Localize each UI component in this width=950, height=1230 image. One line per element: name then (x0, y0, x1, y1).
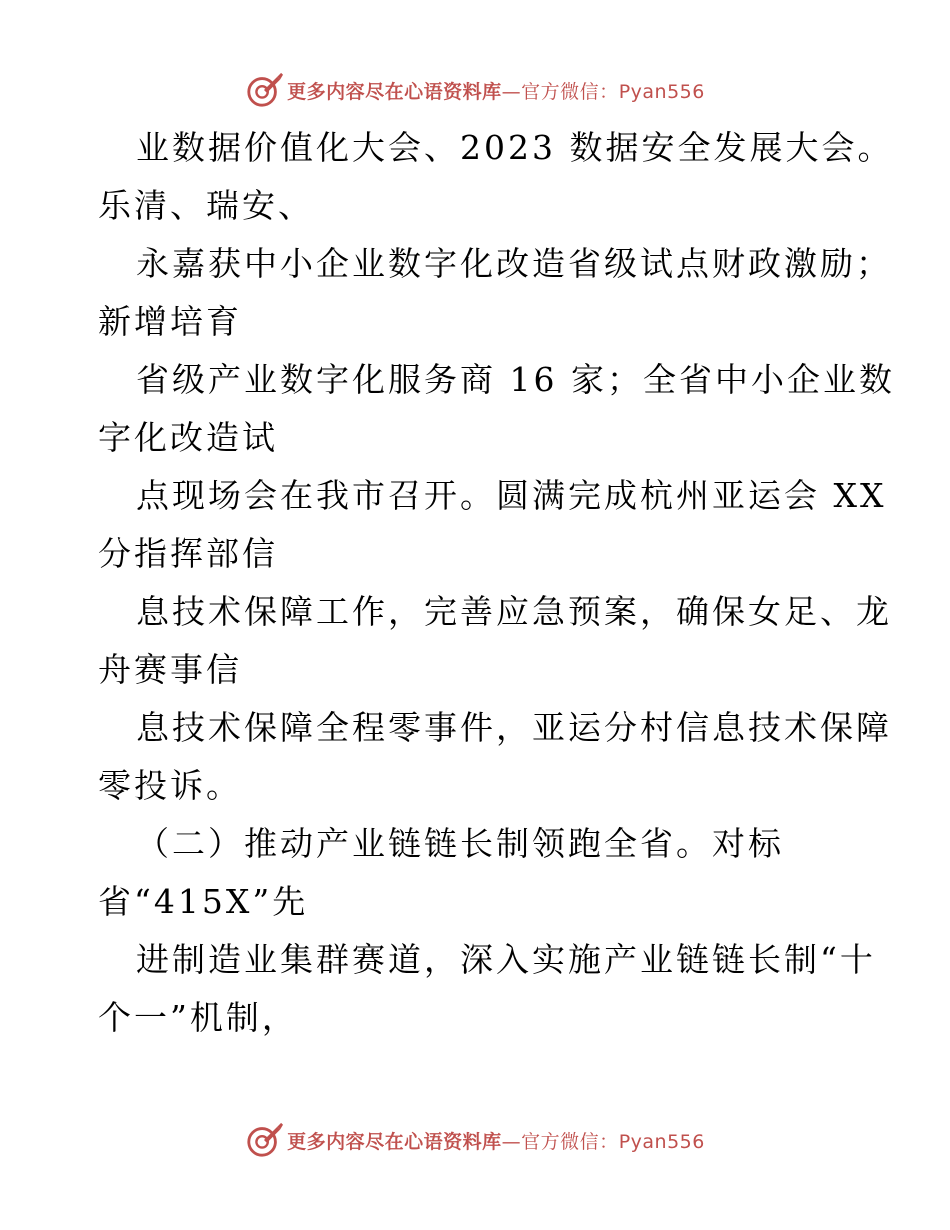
watermark-inner (245, 1121, 705, 1159)
watermark-main-text: 更多内容尽在心语资料库 (287, 1130, 502, 1153)
watermark-main-text: 更多内容尽在心语资料库 (287, 80, 502, 103)
watermark-header (0, 70, 950, 110)
body-line: 分指挥部信 (98, 534, 278, 573)
body-line: 零投诉。 (98, 766, 242, 805)
watermark-text (287, 1127, 705, 1154)
body-line: 乐清、瑞安、 (98, 186, 314, 225)
watermark-text (287, 77, 705, 104)
watermark-wechat-label: 官方微信： (521, 80, 619, 103)
pen-logo-icon (245, 71, 283, 109)
watermark-footer (0, 1120, 950, 1160)
body-line: 字化改造试 (98, 418, 278, 457)
body-line: 省级产业数字化服务商 16 家；全省中小企业数 (136, 360, 895, 399)
body-line: 个一”机制， (98, 998, 298, 1037)
body-line: 进制造业集群赛道，深入实施产业链链长制“十 (136, 940, 876, 979)
pen-logo-icon (245, 1121, 283, 1159)
body-line: 舟赛事信 (98, 650, 242, 689)
body-line: 省“415X”先 (98, 882, 309, 921)
watermark-wechat-label: 官方微信： (521, 1130, 619, 1153)
body-line: 永嘉获中小企业数字化改造省级试点财政激励； (136, 244, 892, 283)
watermark-dash: — (501, 80, 522, 103)
body-line: 新增培育 (98, 302, 242, 341)
body-line: 息技术保障全程零事件，亚运分村信息技术保障 (136, 708, 892, 747)
body-line: 点现场会在我市召开。圆满完成杭州亚运会 XX (136, 476, 887, 515)
watermark-wechat-id: Pyan556 (618, 80, 705, 103)
body-line: 业数据价值化大会、2023 数据安全发展大会。 (136, 128, 894, 167)
body-line: 息技术保障工作，完善应急预案，确保女足、龙 (136, 592, 892, 631)
watermark-dash: — (501, 1130, 522, 1153)
watermark-wechat-id: Pyan556 (618, 1130, 705, 1153)
section-heading: （二）推动产业链链长制领跑全省。对标 (136, 824, 784, 863)
watermark-inner (245, 71, 705, 109)
